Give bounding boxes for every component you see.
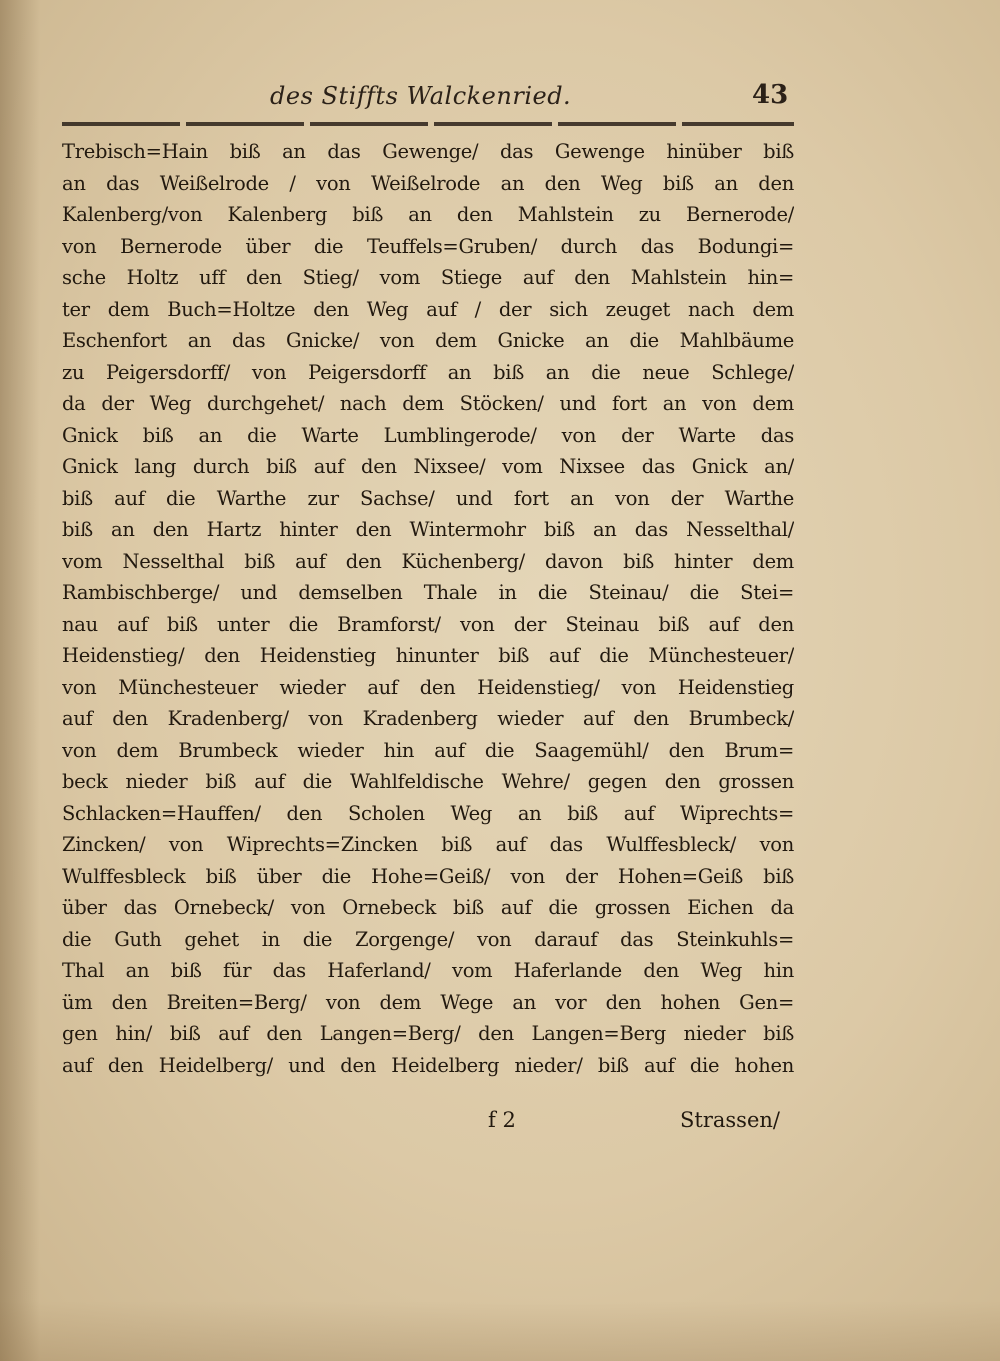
running-head: des Stiffts Walckenried. <box>270 82 572 110</box>
text-line: Thal an biß für das Haferland/ vom Haferlande den Weg hin <box>62 959 794 982</box>
text-line: Wulffesbleck biß über die Hohe=Geiß/ von der Hohen=Geiß biß <box>62 864 794 888</box>
text-line: gen hin/ biß auf den Langen=Berg/ den Langen=Berg nieder biß <box>62 1022 794 1045</box>
text-line: Gnick lang durch biß auf den Nixsee/ vom Nixsee das Gnick an/ <box>62 455 794 478</box>
text-line: da der Weg durchgehet/ nach dem Stöcken/ und fort an von dem <box>62 392 794 415</box>
body-text <box>62 136 794 1081</box>
text-line: die Guth gehet in die Zorgenge/ von darauf das Steinkuhls= <box>62 927 794 951</box>
text-line: nau auf biß unter die Bramforst/ von der Steinau biß auf den <box>62 612 794 636</box>
text-line: Kalenberg/von Kalenberg biß an den Mahlstein zu Bernerode/ <box>62 203 794 226</box>
header-rule <box>62 122 794 126</box>
text-line: Trebisch=Hain biß an das Gewenge/ das Gewenge hinüber biß <box>62 140 794 163</box>
text-line: Zincken/ von Wiprechts=Zincken biß auf das Wulffesbleck/ von <box>62 833 794 856</box>
text-line: auf den Kradenberg/ von Kradenberg wieder auf den Brumbeck/ <box>62 707 794 730</box>
text-line: über das Ornebeck/ von Ornebeck biß auf die grossen Eichen da <box>62 896 794 919</box>
text-line: zu Peigersdorff/ von Peigersdorff an biß an die neue Schlege/ <box>62 360 794 384</box>
page-number: 43 <box>752 80 789 110</box>
text-line: Rambischberge/ und demselben Thale in die Steinau/ die Stei= <box>62 581 794 604</box>
text-line: üm den Breiten=Berg/ von dem Wege an vor den hohen Gen= <box>62 990 794 1014</box>
text-line: auf den Heidelberg/ und den Heidelberg nieder/ biß auf die hohen <box>62 1053 794 1077</box>
signature-mark: f 2 <box>488 1108 516 1132</box>
text-line: von dem Brumbeck wieder hin auf die Saagemühl/ den Brum= <box>62 738 794 762</box>
catchword: Strassen/ <box>680 1108 780 1132</box>
text-line: Eschenfort an das Gnicke/ von dem Gnicke an die Mahlbäume <box>62 329 794 352</box>
text-line: sche Holtz uff den Stieg/ vom Stiege auf den Mahlstein hin= <box>62 266 794 289</box>
text-line: Gnick biß an die Warte Lumblingerode/ von der Warte das <box>62 423 794 447</box>
text-line: Schlacken=Hauffen/ den Scholen Weg an biß auf Wiprechts= <box>62 801 794 825</box>
text-line: von Bernerode über die Teuffels=Gruben/ durch das Bodungi= <box>62 234 794 258</box>
text-line: beck nieder biß auf die Wahlfeldische Wehre/ gegen den grossen <box>62 770 794 793</box>
text-line: an das Weißelrode / von Weißelrode an den Weg biß an den <box>62 171 794 195</box>
text-line: biß auf die Warthe zur Sachse/ und fort an von der Warthe <box>62 486 794 510</box>
text-line: biß an den Hartz hinter den Wintermohr biß an das Nesselthal/ <box>62 518 794 541</box>
text-line: Heidenstieg/ den Heidenstieg hinunter biß auf die Münchesteuer/ <box>62 644 794 667</box>
text-line: ter dem Buch=Holtze den Weg auf / der sich zeuget nach dem <box>62 297 794 321</box>
text-line: von Münchesteuer wieder auf den Heidenstieg/ von Heidenstieg <box>62 675 794 699</box>
text-line: vom Nesselthal biß auf den Küchenberg/ davon biß hinter dem <box>62 549 794 573</box>
